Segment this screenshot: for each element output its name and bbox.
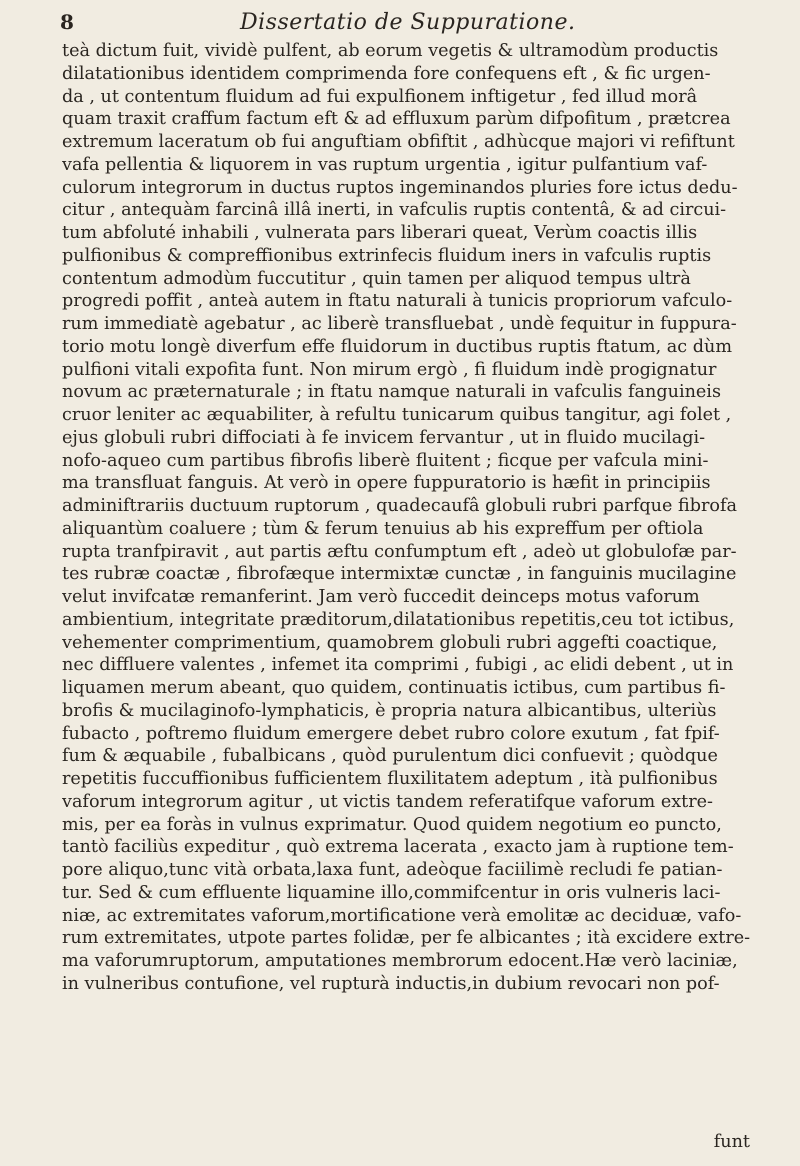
text-line: novum ac præternaturale ; in ftatu namque naturali in vafculis fanguineis (62, 382, 721, 403)
text-line: da , ut contentum fluidum ad fui expulfionem inftigetur , fed illud morâ (62, 86, 698, 107)
catchword: funt (713, 1132, 750, 1152)
text-line: cruor leniter ac æquabiliter, à refultu tunicarum quibus tangitur, agi folet , (62, 405, 732, 425)
text-line: repetitis fuccuffionibus fufficientem fluxilitatem adeptum , ità pulfionibus (62, 769, 718, 789)
text-line: citur , antequàm farcinâ illâ inerti, in vafculis ruptis contentâ, & ad circui- (62, 200, 727, 221)
text-line: culorum integrorum in ductus ruptos ingeminandos pluries fore ictus dedu- (62, 177, 738, 198)
text-line: ambientium, integritate præditorum,dilatationibus repetitis,ceu tot ictibus, (62, 609, 735, 630)
text-line: tur. Sed & cum effluente liquamine illo,commifcentur in oris vulneris laci- (62, 882, 721, 903)
body-text (62, 40, 784, 996)
text-line: progredi poffit , anteà autem in ftatu naturali à tunicis propriorum vafculo- (62, 291, 733, 312)
text-line: vehementer comprimentium, quamobrem globuli rubri aggefti coactique, (62, 632, 718, 653)
text-line: velut invifcatæ remanferint. Jam verò fuccedit deinceps motus vaforum (62, 587, 700, 607)
text-line: pulfionibus & compreffionibus extrinfecis fluidum iners in vafculis ruptis (62, 245, 712, 266)
text-line: rum immediatè agebatur , ac liberè transfluebat , undè fequitur in fuppura- (62, 314, 737, 334)
text-line: teà dictum fuit, vividè pulfent, ab eorum vegetis & ultramodùm productis (62, 41, 719, 61)
text-line: dilatationibus identidem comprimenda fore confequens eft , & fic urgen- (62, 63, 711, 84)
text-line: ma transfluat fanguis. At verò in opere fuppuratorio is hæfit in principiis (62, 473, 711, 494)
text-line: fum & æquabile , fubalbicans , quòd purulentum dici confuevit ; quòdque (62, 746, 718, 767)
text-line: adminiftrariis ductuum ruptorum , quadecaufâ globuli rubri parfque fibrofa (62, 496, 737, 516)
text-line: contentum admodùm fuccutitur , quin tamen per aliquod tempus ultrà (62, 268, 691, 289)
text-line: mis, per ea foràs in vulnus exprimatur. Quod quidem negotium eo puncto, (62, 814, 722, 835)
text-line: in vulneribus contufione, vel rupturà inductis,in dubium revocari non pof- (62, 973, 720, 994)
text-line: fubacto , poftremo fluidum emergere debet rubro colore exutum , fat fpif- (62, 723, 720, 744)
text-line: vaforum integrorum agitur , ut victis tandem referatifque vaforum extre- (62, 791, 713, 812)
text-line: vafa pellentia & liquorem in vas ruptum urgentia , igitur pulfantium vaf- (62, 154, 708, 175)
page-number: 8 (60, 10, 74, 34)
text-line: brofis & mucilaginofo-lymphaticis, è propria natura albicantibus, ulteriùs (62, 700, 717, 721)
text-line: nec diffluere valentes , infemet ita comprimi , fubigi , ac elidi debent , ut in (62, 655, 734, 676)
text-line: quam traxit craffum factum eft & ad effluxum parùm difpofitum , prætcrea (62, 109, 731, 130)
text-line: extremum laceratum ob fui anguftiam obfiftit , adhùcque majori vi refiftunt (62, 132, 735, 152)
page-header (60, 4, 760, 40)
text-line: rum extremitates, utpote partes folidæ, per fe albicantes ; ità excidere extre- (62, 928, 751, 949)
text-line: torio motu longè diverfum effe fluidorum in ductibus ruptis ftatum, ac dùm (62, 336, 733, 357)
text-line: liquamen merum abeant, quo quidem, continuatis ictibus, cum partibus fi- (62, 678, 726, 698)
text-line: tantò faciliùs expeditur , quò extrema lacerata , exacto jam à ruptione tem- (62, 837, 734, 858)
text-line: rupta tranfpiravit , aut partis æftu confumptum eft , adeò ut globulofæ par- (62, 541, 737, 562)
text-line: aliquantùm coaluere ; tùm & ferum tenuius ab his expreffum per oftiola (62, 518, 704, 539)
text-line: niæ, ac extremitates vaforum,mortificatione verà emolitæ ac deciduæ, vafo- (62, 905, 742, 926)
text-line: pore aliquo,tunc vità orbata,laxa funt, adeòque faciilimè recludi fe patian- (62, 860, 723, 880)
text-line: tum abfoluté inhabili , vulnerata pars liberari queat, Verùm coactis illis (62, 223, 698, 243)
text-line: tes rubræ coactæ , fibrofæque intermixtæ cunctæ , in fanguinis mucilagine (62, 564, 737, 585)
text-line: pulfioni vitali expofita funt. Non mirum ergò , fi fluidum indè progignatur (62, 359, 717, 380)
text-line: nofo-aqueo cum partibus fibrofis liberè fluitent ; ficque per vafcula mini- (62, 450, 709, 471)
running-title: Dissertatio de Suppuratione. (240, 9, 576, 35)
text-line: ma vaforumruptorum, amputationes membrorum edocent.Hæ verò laciniæ, (62, 951, 738, 971)
text-line: ejus globuli rubri diffociati à fe invicem fervantur , ut in fluido mucilagi- (62, 427, 706, 448)
